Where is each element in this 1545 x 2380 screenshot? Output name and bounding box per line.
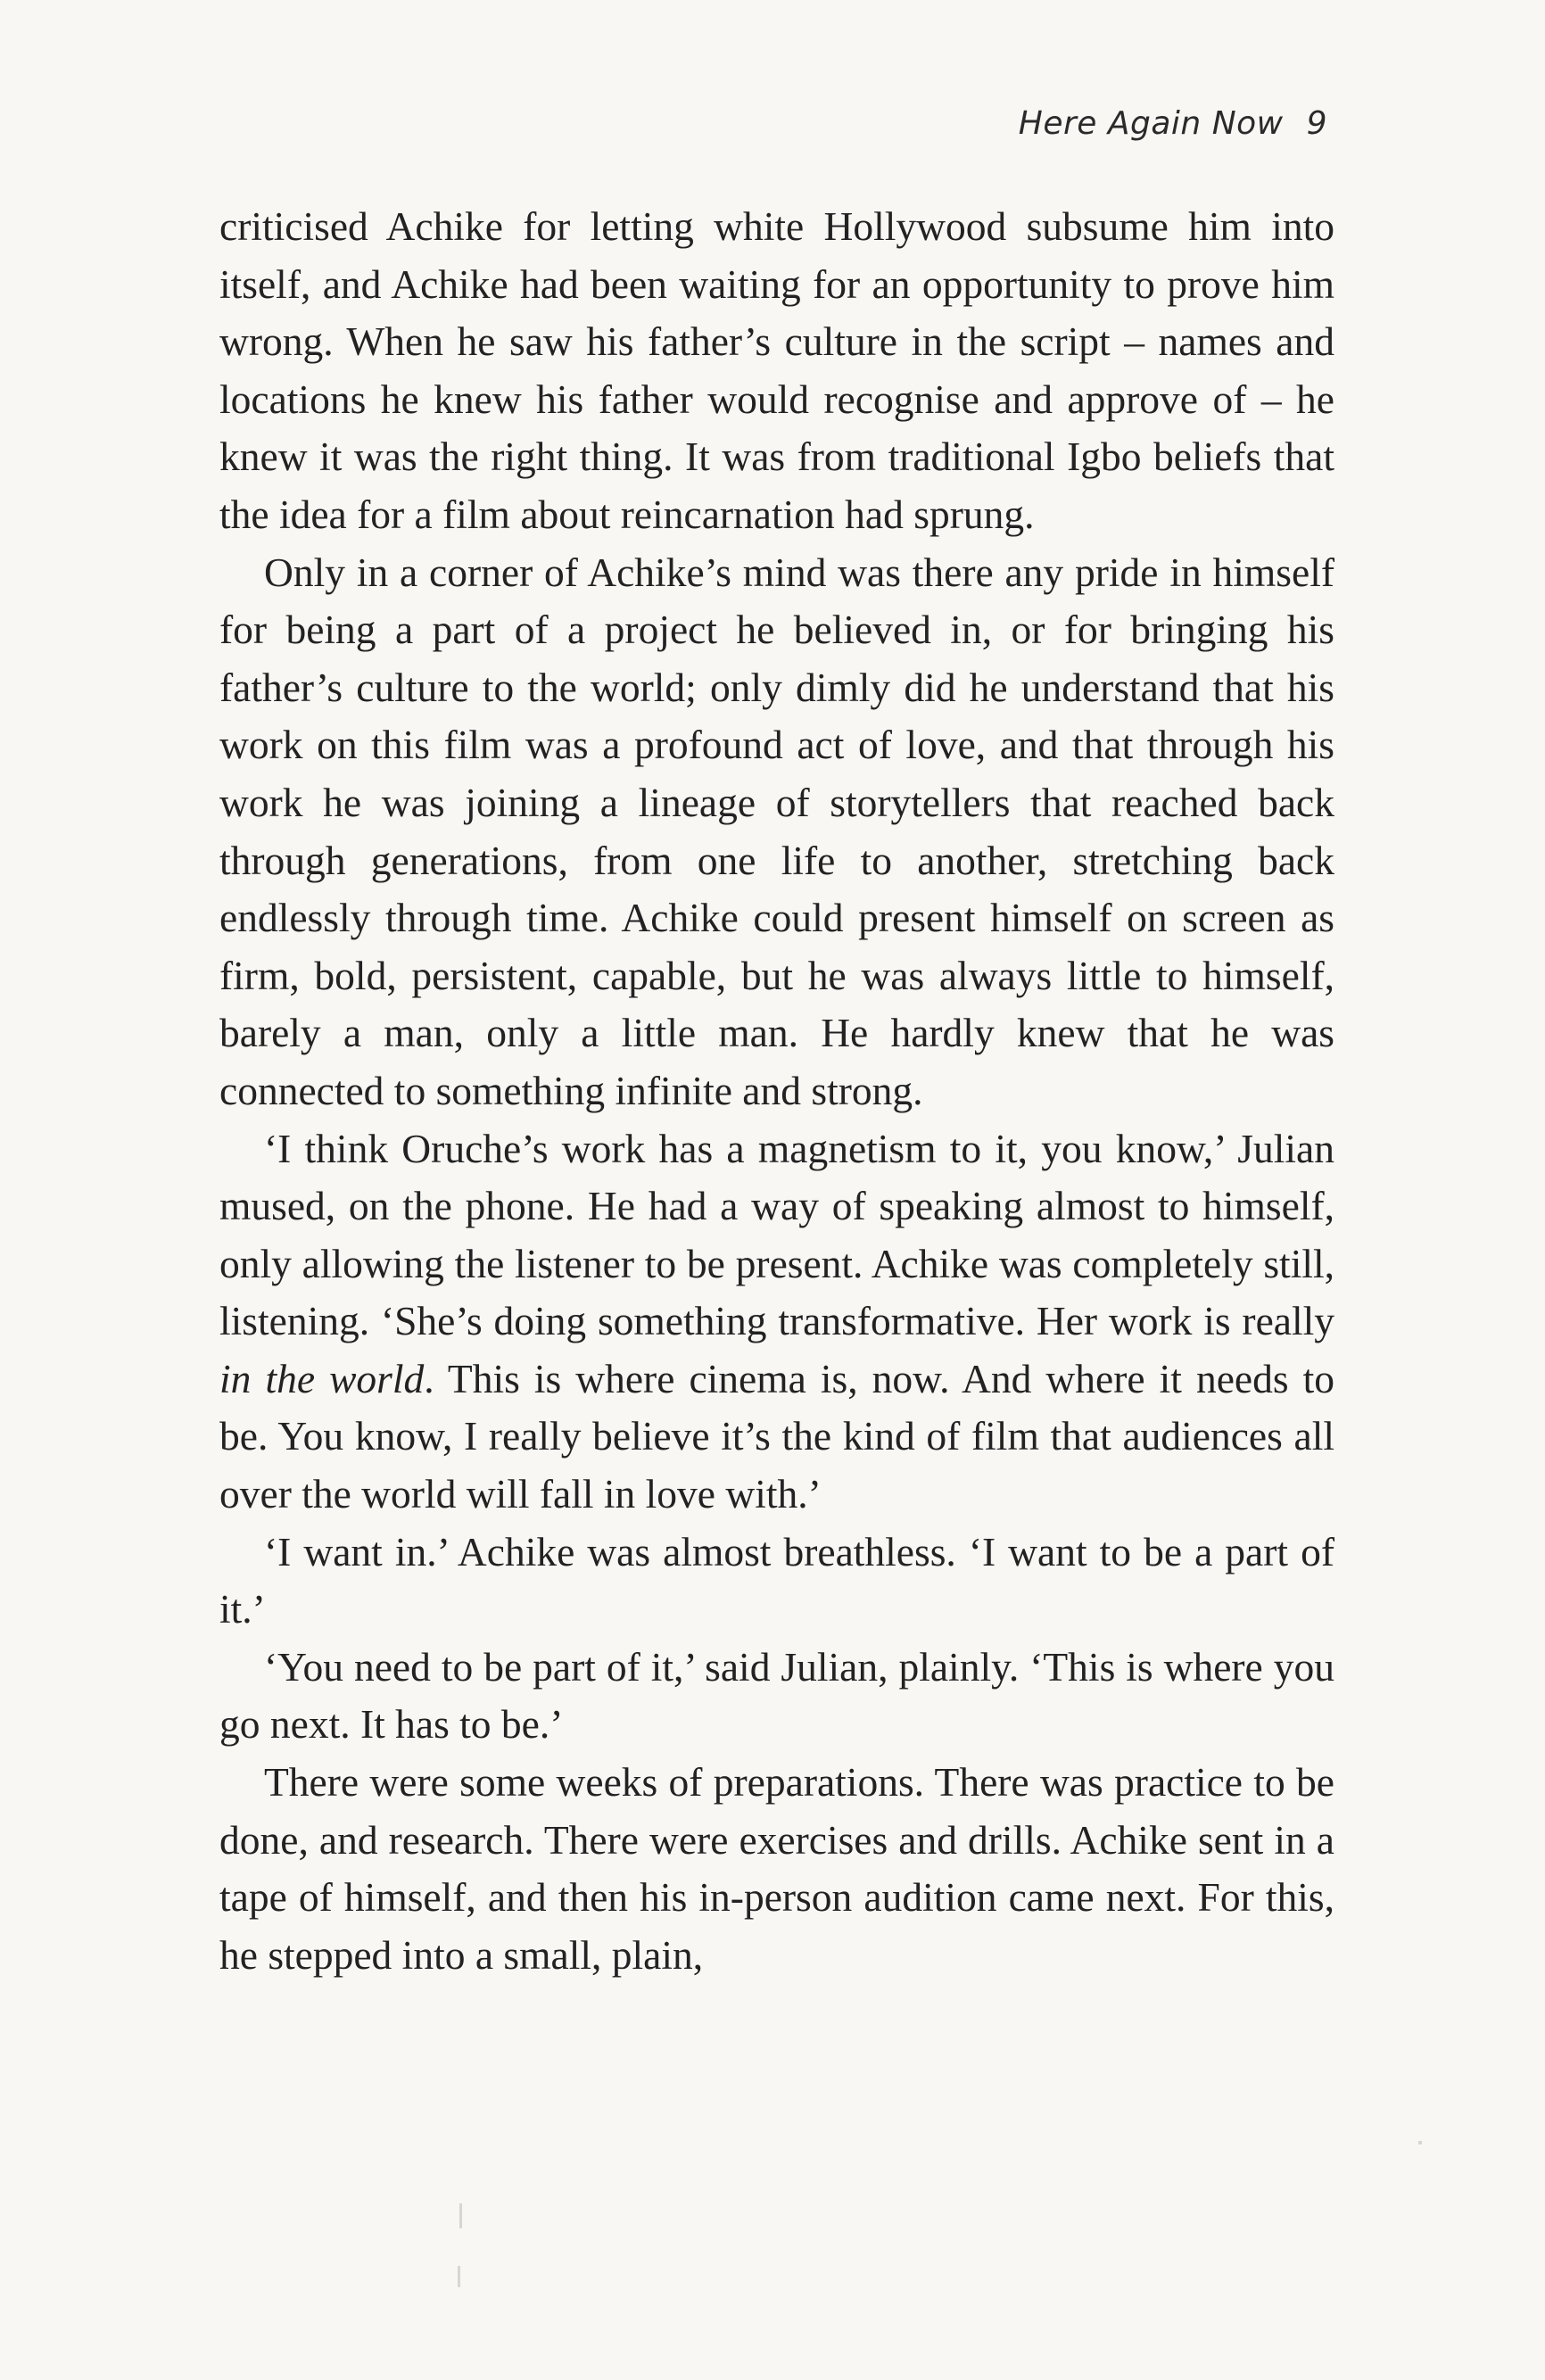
- paragraph-3-text-start: ‘I think Oruche’s work has a magnetism to it, you know,’ Julian mused, on the phone. He had a way of speaking almost to himself, only allowing the listener to be present. Achike was completely still, listening. ‘She’s doing something transformative. Her work is really: [219, 1125, 1334, 1344]
- book-title: Here Again Now: [1018, 105, 1284, 142]
- paper-speck: [459, 2203, 462, 2228]
- paragraph-2: Only in a corner of Achike’s mind was there any pride in himself for being a part of a project he believed in, or for bringing his father’s culture to the world; only dimly did he understand that his work on this film was a profound act of love, and that through his work he was joining a lineage of storytellers that reached back through generations, from one life to another, stretching back endlessly through time. Achike could present himself on screen as firm, bold, persistent, capable, but he was always little to himself, barely a man, only a little man. He hardly knew that he was connected to something infinite and strong.: [219, 549, 1334, 1113]
- page-number: 9: [1306, 105, 1327, 142]
- paragraph-3-emphasis: in the world: [219, 1355, 425, 1401]
- paragraph-1: criticised Achike for letting white Hollywood subsume him into itself, and Achike had been waiting for an opportunity to prove him wrong. When he saw his father’s culture in the script – names and locations he knew his father would recognise and approve of – he knew it was the right thing. It was from traditional Igbo beliefs that the idea for a film about reincarnation had sprung.: [219, 203, 1334, 537]
- paper-speck: [458, 2266, 460, 2287]
- running-head: [1019, 105, 1327, 142]
- paragraph-6: There were some weeks of preparations. There was practice to be done, and research. There were exercises and drills. Achike sent in a tape of himself, and then his in-person audition came next. For this, he stepped into a small, plain,: [219, 1759, 1334, 1978]
- paper-speck: [1418, 2141, 1422, 2144]
- paragraph-4: ‘I want in.’ Achike was almost breathless. ‘I want to be a part of it.’: [219, 1528, 1334, 1632]
- paragraph-3: [219, 1120, 1334, 1524]
- paragraph-3-text-end: . This is where cinema is, now. And where it needs to be. You know, I really believe it’s the kind of film that audiences all over the world will fall in love with.’: [219, 1355, 1334, 1517]
- paragraph-5: ‘You need to be part of it,’ said Julian, plainly. ‘This is where you go next. It has to be.’: [219, 1643, 1334, 1748]
- body-text: [219, 198, 1334, 1984]
